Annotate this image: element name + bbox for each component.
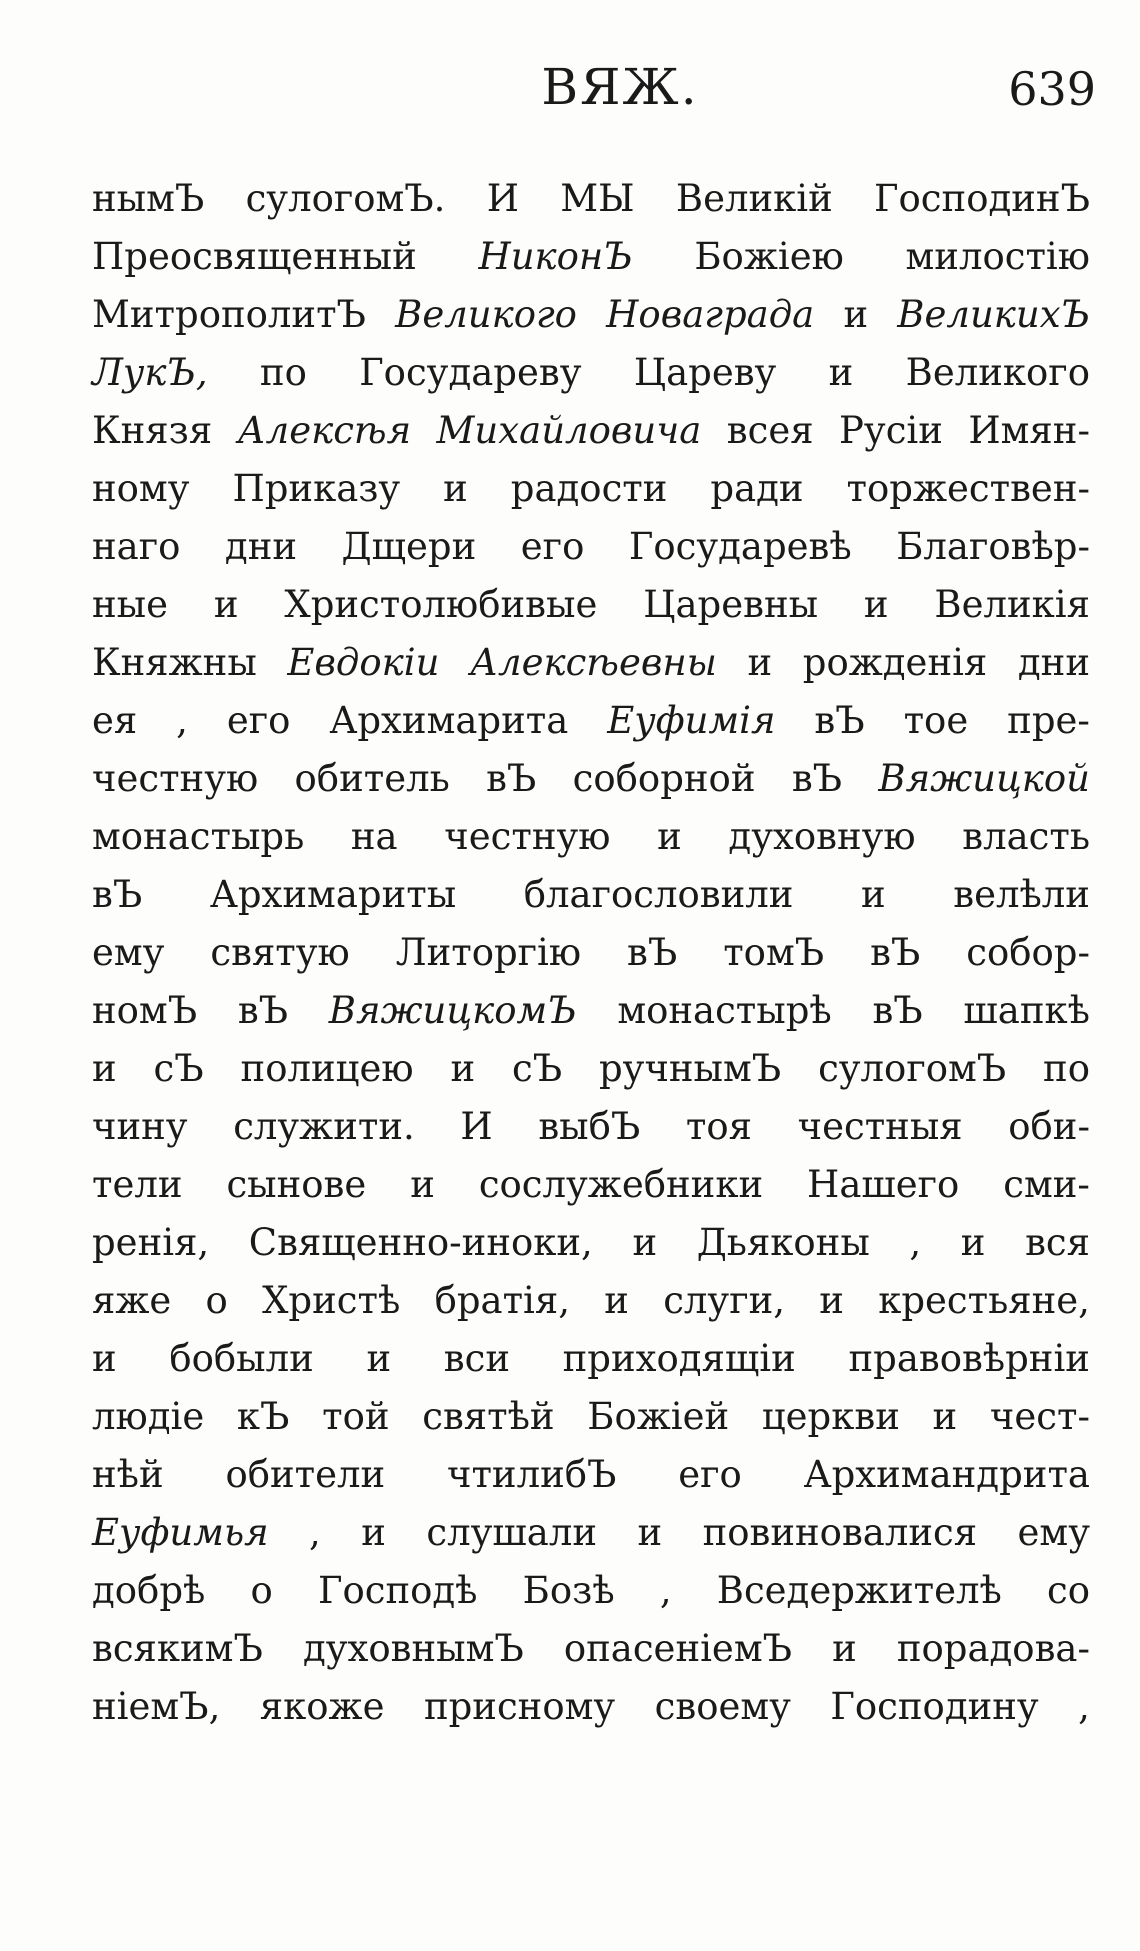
- word: и: [604, 1279, 629, 1322]
- word: и: [832, 1627, 857, 1670]
- word: нымЪ: [92, 177, 205, 220]
- word: ему: [92, 931, 165, 974]
- word: Архимариты: [209, 873, 457, 916]
- word: Князя: [92, 409, 213, 452]
- word: и: [450, 1047, 476, 1090]
- word: ,: [659, 1569, 672, 1612]
- body-text: [92, 170, 1090, 1736]
- word: якоже: [259, 1685, 385, 1728]
- page-header: [0, 58, 1140, 128]
- text-line: [92, 1330, 1090, 1388]
- word: милостію: [905, 235, 1090, 278]
- text-line: [92, 808, 1090, 866]
- word: монастырѣ: [617, 989, 832, 1032]
- text-line: [92, 518, 1090, 576]
- word: И: [486, 177, 520, 220]
- word: Бозѣ: [522, 1569, 615, 1612]
- word: и: [213, 583, 239, 626]
- word: его: [226, 699, 291, 742]
- italic-word: Евдокіи: [287, 641, 440, 684]
- word: бобыли: [169, 1337, 314, 1380]
- word: вЪ: [872, 989, 923, 1032]
- word: ГосподинЪ: [874, 177, 1090, 220]
- word: всякимЪ: [92, 1627, 263, 1670]
- italic-word: Еуфимія: [607, 699, 776, 742]
- word: вЪ: [237, 989, 289, 1032]
- word: всея: [726, 409, 814, 452]
- word: пре-: [1007, 699, 1090, 742]
- text-line: [92, 1214, 1090, 1272]
- word: со: [1046, 1569, 1090, 1612]
- word: порадова-: [896, 1627, 1090, 1670]
- word: монастырь: [92, 815, 305, 858]
- word: по: [1043, 1047, 1090, 1090]
- word: тое: [903, 699, 969, 742]
- word: ніемЪ,: [92, 1685, 221, 1728]
- text-line: [92, 1388, 1090, 1446]
- word: Великого: [905, 351, 1090, 394]
- word: полицею: [240, 1047, 414, 1090]
- italic-word: Алексѣя: [237, 409, 412, 452]
- word: и: [860, 873, 886, 916]
- word: Благовѣр-: [896, 525, 1090, 568]
- text-line: [92, 692, 1090, 750]
- word: духовнымЪ: [302, 1627, 524, 1670]
- word: Дщери: [341, 525, 477, 568]
- word: власть: [962, 815, 1090, 858]
- word: духовную: [728, 815, 916, 858]
- word: вЪ: [870, 931, 921, 974]
- italic-word: Новаграда: [606, 293, 815, 336]
- word: Священно-иноки,: [248, 1221, 593, 1264]
- word: и: [819, 1279, 844, 1322]
- italic-word: ЛукЪ,: [92, 351, 208, 394]
- text-line: [92, 982, 1090, 1040]
- word: Дьяконы: [696, 1221, 870, 1264]
- word: и: [637, 1511, 663, 1554]
- word: и: [932, 1395, 958, 1438]
- word: и: [747, 641, 773, 684]
- word: его: [520, 525, 585, 568]
- word: тоя: [685, 1105, 752, 1148]
- word: правовѣрніи: [848, 1337, 1090, 1380]
- word: ному: [92, 467, 190, 510]
- word: Государевѣ: [628, 525, 852, 568]
- word: и: [863, 583, 889, 626]
- word: сынове: [226, 1163, 367, 1206]
- text-line: [92, 1098, 1090, 1156]
- text-line: [92, 1272, 1090, 1330]
- text-line: [92, 1678, 1090, 1736]
- italic-word: ВеликихЪ: [897, 293, 1090, 336]
- italic-word: Алексѣевны: [470, 641, 717, 684]
- word: Литоргію: [395, 931, 582, 974]
- word: сЪ: [153, 1047, 204, 1090]
- word: вся: [1025, 1221, 1090, 1264]
- word: честныя: [797, 1105, 963, 1148]
- italic-word: Великого: [395, 293, 577, 336]
- word: и: [410, 1163, 435, 1206]
- word: МЫ: [560, 177, 635, 220]
- italic-word: ВяжицкомЪ: [328, 989, 577, 1032]
- word: вЪ: [791, 757, 843, 800]
- text-line: [92, 924, 1090, 982]
- running-head: ВЯЖ.: [541, 58, 699, 116]
- word: Имян-: [968, 409, 1090, 452]
- word: и: [366, 1337, 392, 1380]
- italic-word: НиконЪ: [478, 235, 633, 278]
- text-line: [92, 1446, 1090, 1504]
- word: своему: [654, 1685, 791, 1728]
- word: сулогомЪ: [818, 1047, 1007, 1090]
- text-line: [92, 1620, 1090, 1678]
- text-line: [92, 344, 1090, 402]
- word: МитрополитЪ: [92, 293, 366, 336]
- word: и: [443, 467, 468, 510]
- word: ,: [1078, 1685, 1090, 1728]
- word: наго: [92, 525, 181, 568]
- word: людіе: [92, 1395, 205, 1438]
- word: номЪ: [92, 989, 198, 1032]
- word: и: [92, 1337, 117, 1380]
- word: сулогомЪ.: [245, 177, 446, 220]
- word: обитель: [294, 757, 450, 800]
- word: и: [657, 815, 682, 858]
- word: вЪ: [486, 757, 537, 800]
- word: Княжны: [92, 641, 257, 684]
- word: и: [960, 1221, 986, 1264]
- text-line: [92, 460, 1090, 518]
- word: опасеніемЪ: [563, 1627, 793, 1670]
- word: и: [828, 351, 854, 394]
- word: велѣли: [953, 873, 1090, 916]
- word: о: [205, 1279, 228, 1322]
- word: Нашего: [807, 1163, 960, 1206]
- word: собор-: [966, 931, 1090, 974]
- word: обители: [225, 1453, 386, 1496]
- word: ные: [92, 583, 169, 626]
- word: Архимандрита: [803, 1453, 1090, 1496]
- word: повиновалися: [702, 1511, 978, 1554]
- text-line: [92, 1156, 1090, 1214]
- word: ,: [909, 1221, 922, 1264]
- text-line: [92, 634, 1090, 692]
- text-line: [92, 1562, 1090, 1620]
- word: вси: [443, 1337, 510, 1380]
- word: Великія: [934, 583, 1090, 626]
- word: слушали: [426, 1511, 598, 1554]
- italic-word: Еуфимья: [92, 1511, 269, 1554]
- word: на: [350, 815, 398, 858]
- word: И: [460, 1105, 493, 1148]
- word: Великій: [675, 177, 833, 220]
- word: сми-: [1003, 1163, 1090, 1206]
- word: оби-: [1008, 1105, 1090, 1148]
- word: Преосвященный: [92, 235, 417, 278]
- word: Архимарита: [329, 699, 569, 742]
- word: его: [678, 1453, 742, 1496]
- word: благословили: [523, 873, 794, 916]
- word: дни: [224, 525, 298, 568]
- italic-word: Михайловича: [436, 409, 702, 452]
- word: ради: [710, 467, 804, 510]
- word: святую: [210, 931, 350, 974]
- word: Царевны: [643, 583, 819, 626]
- word: Вседержителѣ: [716, 1569, 1002, 1612]
- word: чест-: [989, 1395, 1090, 1438]
- word: сослужебники: [478, 1163, 764, 1206]
- word: той: [322, 1395, 390, 1438]
- word: выбЪ: [538, 1105, 641, 1148]
- word: сЪ: [511, 1047, 563, 1090]
- word: и: [361, 1511, 386, 1554]
- word: дни: [1017, 641, 1090, 684]
- word: тели: [92, 1163, 183, 1206]
- word: ,: [176, 699, 188, 742]
- word: нѣй: [92, 1453, 164, 1496]
- word: вЪ: [92, 873, 143, 916]
- word: святѣй: [422, 1395, 555, 1438]
- text-line: [92, 866, 1090, 924]
- text-line: [92, 228, 1090, 286]
- word: честную: [92, 757, 259, 800]
- word: о: [250, 1569, 273, 1612]
- word: чину: [92, 1105, 188, 1148]
- word: рожденія: [802, 641, 988, 684]
- word: и: [92, 1047, 117, 1090]
- word: и: [843, 293, 869, 336]
- word: яже: [92, 1279, 172, 1322]
- word: томЪ: [723, 931, 825, 974]
- text-line: [92, 286, 1090, 344]
- word: Приказу: [232, 467, 401, 510]
- word: честную: [444, 815, 611, 858]
- word: ея: [92, 699, 138, 742]
- word: Божіей: [587, 1395, 730, 1438]
- word: Христолюбивые: [284, 583, 598, 626]
- word: Христѣ: [262, 1279, 401, 1322]
- word: слуги,: [663, 1279, 786, 1322]
- word: радости: [510, 467, 668, 510]
- word: торжествен-: [846, 467, 1090, 510]
- word: приходящіи: [562, 1337, 796, 1380]
- word: шапкѣ: [963, 989, 1090, 1032]
- word: и: [632, 1221, 658, 1264]
- word: ,: [309, 1511, 321, 1554]
- word: присному: [423, 1685, 616, 1728]
- word: ему: [1017, 1511, 1090, 1554]
- word: Цареву: [633, 351, 777, 394]
- text-line: [92, 576, 1090, 634]
- word: чтилибЪ: [446, 1453, 617, 1496]
- word: по: [259, 351, 307, 394]
- word: Господину: [830, 1685, 1039, 1728]
- word: братія,: [434, 1279, 570, 1322]
- word: служити.: [233, 1105, 415, 1148]
- word: Господѣ: [317, 1569, 478, 1612]
- word: Божіею: [694, 235, 844, 278]
- word: вЪ: [814, 699, 865, 742]
- text-line: [92, 170, 1090, 228]
- text-line: [92, 1040, 1090, 1098]
- word: крестьяне,: [878, 1279, 1090, 1322]
- word: церкви: [761, 1395, 900, 1438]
- word: добрѣ: [92, 1569, 206, 1612]
- text-line: [92, 750, 1090, 808]
- word: соборной: [572, 757, 756, 800]
- word: Русіи: [839, 409, 943, 452]
- text-line: [92, 402, 1090, 460]
- word: кЪ: [236, 1395, 290, 1438]
- page-number: 639: [1008, 62, 1096, 116]
- word: ренія,: [92, 1221, 210, 1264]
- italic-word: Вяжицкой: [878, 757, 1090, 800]
- word: вЪ: [627, 931, 678, 974]
- text-line: [92, 1504, 1090, 1562]
- word: Государеву: [359, 351, 582, 394]
- word: ручнымЪ: [598, 1047, 782, 1090]
